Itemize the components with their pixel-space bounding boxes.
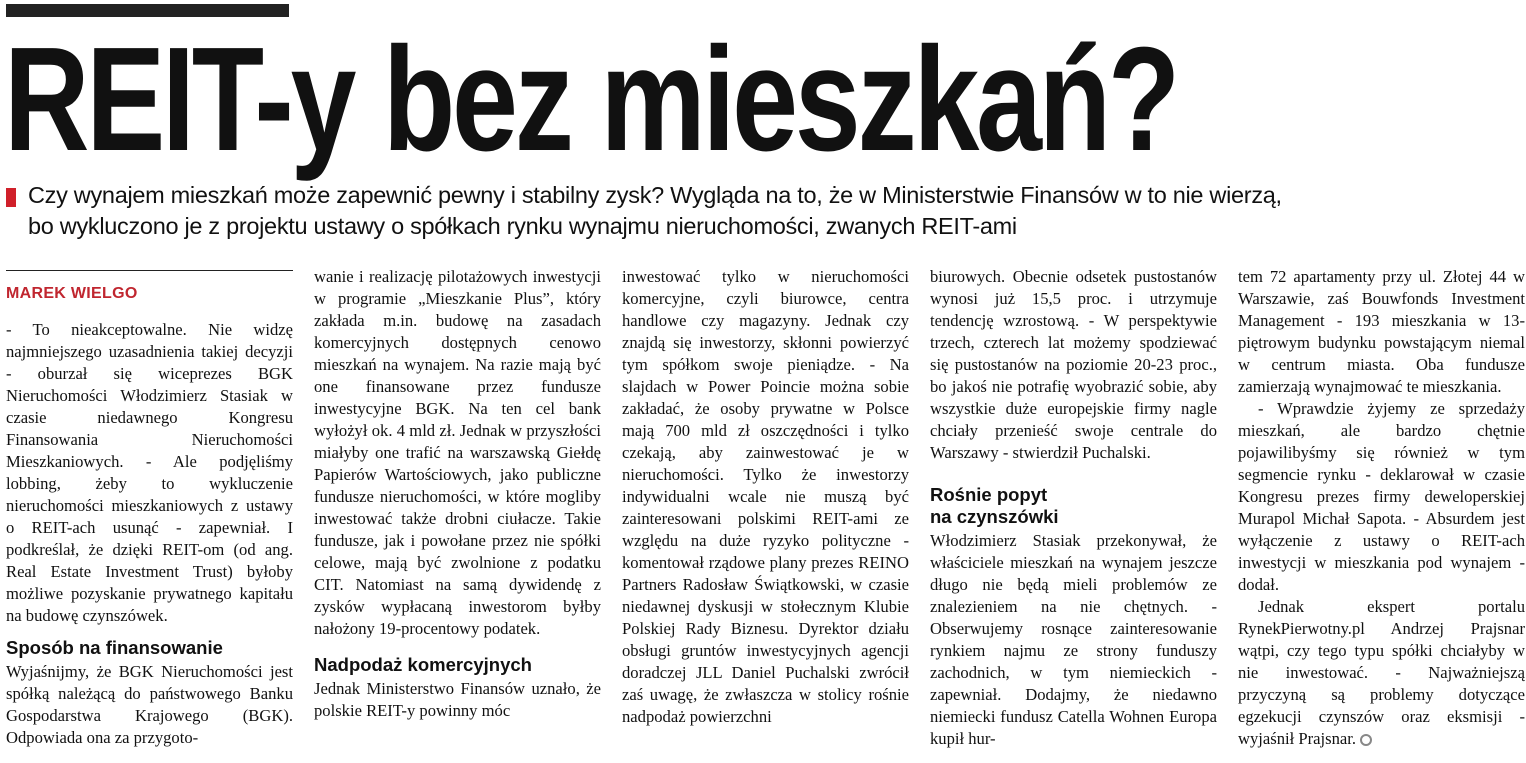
lead-square-icon	[6, 188, 16, 207]
column-3	[622, 266, 909, 760]
headline: REIT-y bez mieszkań?	[4, 17, 1178, 182]
lead-line-2: bo wykluczono je z projektu ustawy o spółkach rynku wynajmu nieruchomości, zwanych REIT-ami	[28, 213, 1017, 239]
subheading-line-1: Rośnie popyt	[930, 484, 1048, 505]
column-4	[930, 266, 1217, 760]
lead-line-1: Czy wynajem mieszkań może zapewnić pewny i stabilny zysk? Wygląda na to, że w Ministerstwie Finansów w to nie wierzą,	[28, 182, 1282, 208]
end-of-article-icon	[1360, 734, 1372, 746]
body-paragraph: wanie i realizację pilotażowych inwestycji w programie „Mieszkanie Plus”, który zakłada m.in. budowę na zasadach komercyjnych dostępnych cenowo mieszkań na wynajem. Na razie mają być one finansowane przez fundusze inwestycyjne BGK. Na ten cel bank wyłożył ok. 4 mld zł. Jednak w przyszłości miałyby one trafić na warszawską Giełdę Papierów Wartościowych, jako publiczne fundusze nieruchomości, w które mogliby inwestować także drobni ciułacze. Takie fundusze, jak i powołane przez nie spółki celowe, mają być zwolnione z podatku CIT. Natomiast na samą dywidendę z zysków wypłacaną inwestorom byłby nałożony 19-procentowy podatek.	[314, 267, 601, 638]
lead-paragraph	[28, 180, 1518, 242]
body-paragraph: - To nieakceptowalne. Nie widzę najmniejszego uzasadnienia takiej decyzji - oburzał się wiceprezes BGK Nieruchomości Włodzimierz Stasiak w czasie niedawnego Kongresu Finansowania Nieruchomości Mieszkaniowych. - Ale podjęliśmy lobbing, żeby to wykluczenie nieruchomości mieszkaniowych z ustawy o REIT-ach usunąć - zapewniał. I podkreślał, że dzięki REIT-om (od ang. Real Estate Investment Trust) byłoby możliwe pozyskanie prywatnego kapitału na budowę czynszówek.	[6, 320, 293, 625]
body-paragraph: Włodzimierz Stasiak przekonywał, że właściciele mieszkań na wynajem jeszcze długo nie będą mieli problemów ze znalezieniem na nie chętnych. - Obserwujemy rosnące zainteresowanie rynkiem najmu ze strony funduszy zachodnich, w tym niemieckich - zapewniał. Dodajmy, że niedawno niemiecki fundusz Catella Wohnen Europa kupił hur-	[930, 531, 1217, 748]
body-paragraph-final	[1238, 596, 1525, 750]
byline: MAREK WIELGO	[6, 285, 138, 302]
subheading: Sposób na finansowanie	[6, 637, 223, 658]
body-paragraph: - Wprawdzie żyjemy ze sprzedaży mieszkań, ale bardzo chętnie pojawilibyśmy się również w tym segmencie rynku - deklarował w czasie Kongresu prezes firmy deweloperskiej Murapol Michał Sapota. - Absurdem jest wyłączenie z ustawy o REIT-ach inwestycji w mieszkania pod wynajem - dodał.	[1238, 399, 1525, 594]
subheading-line-2: na czynszówki	[930, 506, 1059, 527]
body-paragraph: tem 72 apartamenty przy ul. Złotej 44 w Warszawie, zaś Bouwfonds Investment Management - 193 mieszkania w 13-piętrowym budynku powstającym niemal w centrum miasta. Oba fundusze zamierzają wynajmować te mieszkania.	[1238, 267, 1525, 396]
column-2	[314, 266, 601, 760]
section-top-bar	[6, 4, 289, 17]
body-paragraph: Wyjaśnijmy, że BGK Nieruchomości jest spółką należącą do państwowego Banku Gospodarstwa Krajowego (BGK). Odpowiada ona za przygoto-	[6, 662, 293, 747]
subheading	[930, 484, 1217, 528]
byline-rule	[6, 270, 293, 271]
column-1	[6, 266, 293, 760]
subheading: Nadpodaż komercyjnych	[314, 654, 532, 675]
body-paragraph: inwestować tylko w nieruchomości komercyjne, czyli biurowce, centra handlowe czy magazyny. Jednak czy znajdą się inwestorzy, skłonni powierzyć tym spółkom swoje pieniądze. - Na slajdach w Power Poincie można sobie zakładać, że osoby prywatne w Polsce mają 700 mld zł oszczędności i tylko czekają, aby zainwestować je w nieruchomości. Tylko że inwestorzy indywidualni wcale nie muszą być zainteresowani polskimi REIT-ami ze względu na duże ryzyko polityczne - komentował rządowe plany prezes REINO Partners Radosław Świątkowski, w czasie niedawnej dyskusji w stołecznym Klubie Polskiej Rady Biznesu. Dyrektor działu obsługi gruntów inwestycyjnych agencji doradczej JLL Daniel Puchalski zwrócił zaś uwagę, że zwłaszcza w stolicy rośnie nadpodaż powierzchni	[622, 267, 909, 726]
column-5	[1238, 266, 1525, 760]
body-paragraph: biurowych. Obecnie odsetek pustostanów wynosi już 15,5 proc. i utrzymuje tendencję wzrostową. - W perspektywie trzech, czterech lat możemy spodziewać się pustostanów na poziomie 20-23 proc., bo jakoś nie potrafię wyobrazić sobie, aby wszystkie duże europejskie firmy nagle chciały przenieść swoje centrale do Warszawy - stwierdził Puchalski.	[930, 267, 1217, 462]
body-paragraph: Jednak Ministerstwo Finansów uznało, że polskie REIT-y powinny móc	[314, 679, 601, 720]
final-paragraph-text: Jednak ekspert portalu RynekPierwotny.pl Andrzej Prajsnar wątpi, czy tego typu spółki chciałyby w nie inwestować. - Najważniejszą przyczyną są problemy dotyczące egzekucji czynszów oraz eksmisji - wyjaśnił Prajsnar.	[1238, 597, 1525, 748]
